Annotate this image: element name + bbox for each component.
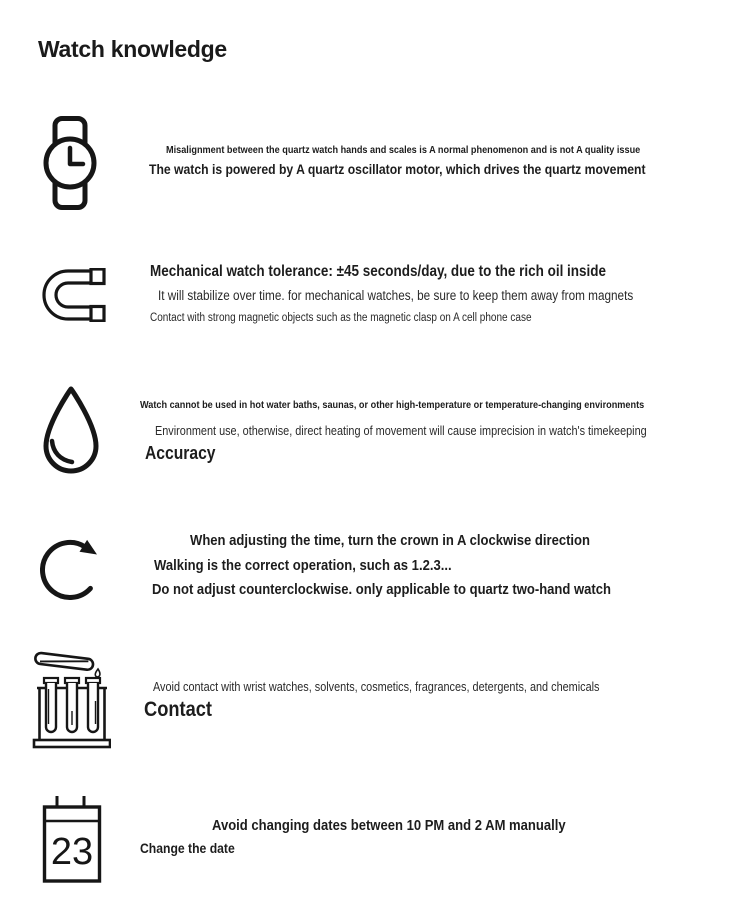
quartz-main-line: The watch is powered by A quartz oscillator motor, which drives the quartz movement <box>149 161 646 177</box>
change-date-heading: Change the date <box>140 840 235 856</box>
crown-clockwise-line: When adjusting the time, turn the crown in A clockwise direction <box>190 532 591 549</box>
magnet-stabilize-line: It will stabilize over time. for mechanical watches, be sure to keep them away from magnets <box>158 288 634 303</box>
page-title: Watch knowledge <box>38 36 227 62</box>
contact-heading: Contact <box>144 698 213 721</box>
magnet-tolerance-line: Mechanical watch tolerance: ±45 seconds/day, due to the rich oil inside <box>150 263 607 280</box>
wristwatch-icon <box>43 116 97 210</box>
clockwise-arrow-icon <box>40 528 102 606</box>
water-drop-icon <box>40 385 102 477</box>
magnet-icon <box>40 268 108 322</box>
accuracy-heading: Accuracy <box>145 443 216 463</box>
calendar-day-number: 23 <box>50 831 94 873</box>
crown-walking-line: Walking is the correct operation, such as 1.2.3... <box>154 557 452 574</box>
crown-counterclockwise-line: Do not adjust counterclockwise. only applicable to quartz two-hand watch <box>152 581 611 598</box>
magnet-contact-line: Contact with strong magnetic objects such as the magnetic clasp on A cell phone case <box>150 312 532 324</box>
quartz-note-line: Misalignment between the quartz watch hands and scales is A normal phenomenon and is not A quality issue <box>166 144 641 156</box>
date-avoid-line: Avoid changing dates between 10 PM and 2 AM manually <box>212 817 566 834</box>
test-tubes-icon <box>31 651 111 749</box>
calendar-icon <box>42 793 104 885</box>
chemical-avoid-line: Avoid contact with wrist watches, solvents, cosmetics, fragrances, detergents, and chemicals <box>153 680 600 694</box>
temperature-detail-line: Environment use, otherwise, direct heating of movement will cause imprecision in watch's timekeeping <box>155 424 647 438</box>
temperature-warning-line: Watch cannot be used in hot water baths, saunas, or other high-temperature or temperature-changing environments <box>140 399 645 411</box>
